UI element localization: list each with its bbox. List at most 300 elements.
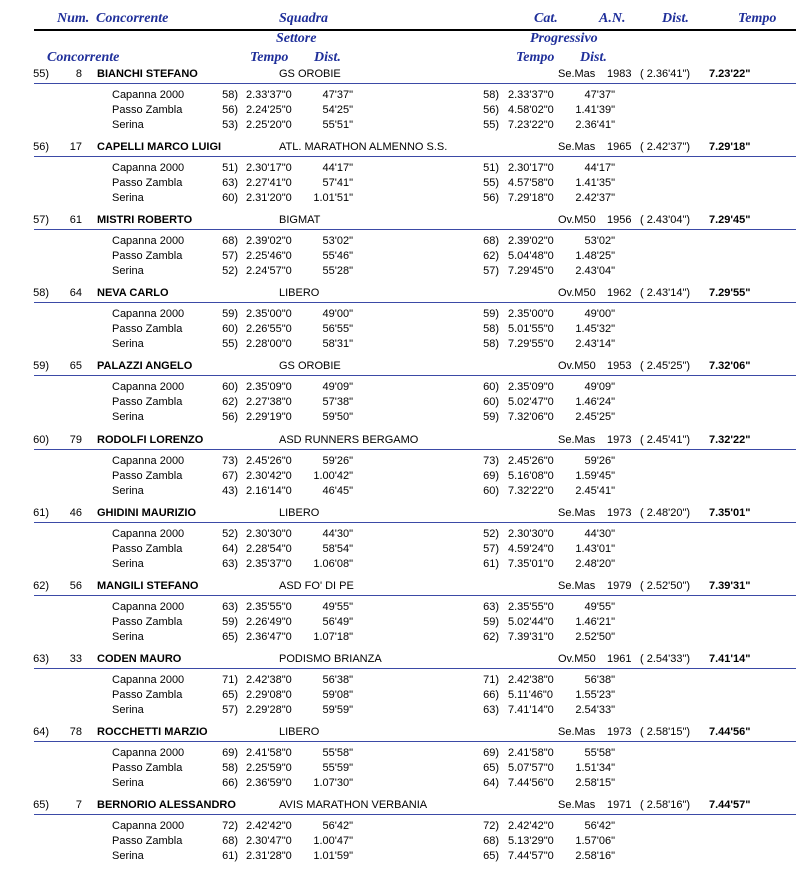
split-sector-dist: 1.07'30" [313, 776, 353, 789]
athlete-entry [0, 359, 796, 432]
split-row [0, 615, 796, 630]
athlete-position: 56) [33, 141, 49, 154]
split-progressive-position: 58) [483, 89, 499, 101]
athlete-bib-number: 78 [69, 725, 82, 738]
split-sector-dist: 49'09" [322, 381, 353, 394]
split-sector-dist: 46'45" [322, 484, 353, 497]
athlete-divider [34, 595, 796, 596]
athlete-divider [34, 156, 796, 157]
athlete-position: 58) [33, 287, 49, 300]
split-row [0, 380, 796, 395]
split-sector-position: 56) [222, 104, 238, 116]
athlete-main-row [0, 213, 796, 229]
athlete-birth-year: 1979 [607, 579, 632, 592]
split-sector-time: 2.16'14"0 [246, 484, 292, 497]
header-cat: Cat. [534, 11, 558, 26]
split-sector-dist: 1.01'59" [313, 850, 353, 862]
athlete-divider [34, 522, 796, 523]
athlete-birth-year: 1971 [607, 799, 632, 811]
athlete-gap: ( 2.48'20") [640, 506, 691, 519]
split-progressive-time: 2.42'38"0 [508, 673, 554, 686]
split-progressive-position: 57) [483, 265, 499, 278]
athlete-entry [0, 140, 796, 213]
split-progressive-position: 56) [483, 192, 499, 205]
split-progressive-position: 59) [483, 615, 499, 628]
split-progressive-position: 58) [483, 338, 499, 351]
split-row [0, 161, 796, 176]
athlete-name: CAPELLI MARCO LUIGI [97, 141, 222, 154]
split-checkpoint: Passo Zambla [112, 396, 183, 409]
split-progressive-time: 4.57'58"0 [508, 177, 554, 190]
athlete-total-time: 7.35'01" [709, 506, 751, 519]
split-sector-time: 2.24'57"0 [246, 265, 292, 278]
split-sector-position: 53) [222, 119, 238, 131]
split-progressive-dist: 2.45'25" [575, 411, 615, 424]
athlete-name: CODEN MAURO [97, 652, 182, 665]
split-checkpoint: Capanna 2000 [112, 600, 185, 613]
split-row [0, 600, 796, 615]
athlete-position: 60) [33, 433, 49, 446]
split-progressive-position: 60) [483, 396, 499, 409]
split-sector-dist: 58'54" [322, 542, 353, 555]
split-checkpoint: Capanna 2000 [112, 673, 185, 686]
split-row [0, 88, 796, 103]
athlete-gap: ( 2.58'16") [640, 799, 691, 811]
split-progressive-time: 7.39'31"0 [508, 630, 554, 643]
split-row [0, 761, 796, 776]
split-sector-time: 2.25'46"0 [246, 250, 292, 263]
athlete-position: 62) [33, 579, 49, 592]
split-sector-time: 2.29'08"0 [246, 688, 292, 701]
athlete-divider [34, 741, 796, 742]
athlete-divider [34, 83, 796, 84]
split-progressive-dist: 1.55'23" [575, 688, 615, 701]
split-sector-dist: 57'41" [322, 177, 353, 190]
athlete-total-time: 7.29'18" [709, 141, 751, 154]
split-progressive-dist: 2.45'41" [575, 484, 615, 497]
split-sector-position: 60) [222, 323, 238, 336]
athlete-main-row [0, 725, 796, 741]
split-progressive-time: 2.35'09"0 [508, 381, 554, 394]
split-progressive-position: 60) [483, 484, 499, 497]
split-progressive-time: 5.11'46"0 [508, 688, 553, 701]
split-sector-dist: 44'30" [322, 527, 353, 540]
split-progressive-dist: 2.42'37" [575, 192, 615, 205]
athlete-position: 65) [33, 799, 49, 811]
split-checkpoint: Serina [112, 338, 144, 351]
athlete-gap: ( 2.58'15") [640, 725, 691, 738]
split-sector-dist: 56'42" [322, 820, 353, 832]
split-row [0, 746, 796, 761]
split-checkpoint: Serina [112, 265, 144, 278]
split-sector-dist: 55'59" [322, 761, 353, 774]
split-checkpoint: Capanna 2000 [112, 746, 185, 759]
split-sector-dist: 47'37" [322, 89, 353, 101]
athlete-total-time: 7.32'22" [709, 433, 751, 446]
split-progressive-time: 7.35'01"0 [508, 557, 554, 570]
split-progressive-position: 60) [483, 381, 499, 394]
split-sector-dist: 59'08" [322, 688, 353, 701]
athlete-position: 64) [33, 725, 49, 738]
split-progressive-position: 65) [483, 850, 499, 862]
athlete-entry [0, 67, 796, 140]
athlete-birth-year: 1956 [607, 214, 632, 227]
split-sector-time: 2.45'26"0 [246, 454, 292, 467]
split-progressive-position: 65) [483, 761, 499, 774]
athlete-category: Se.Mas [558, 506, 596, 519]
athlete-entry [0, 433, 796, 506]
split-sector-time: 2.24'25"0 [246, 104, 292, 116]
split-row [0, 630, 796, 645]
split-progressive-dist: 2.48'20" [575, 557, 615, 570]
athlete-bib-number: 65 [69, 360, 82, 373]
split-row [0, 307, 796, 322]
athlete-name: PALAZZI ANGELO [97, 360, 193, 373]
athlete-divider [34, 229, 796, 230]
athlete-divider [34, 302, 796, 303]
split-progressive-time: 2.30'17"0 [508, 162, 554, 175]
split-progressive-time: 7.23'22"0 [508, 119, 554, 131]
split-sector-time: 2.25'59"0 [246, 761, 292, 774]
split-progressive-dist: 47'37" [584, 89, 615, 101]
athlete-birth-year: 1965 [607, 141, 632, 154]
athlete-bib-number: 33 [69, 652, 82, 665]
athlete-main-row [0, 286, 796, 302]
split-progressive-time: 2.39'02"0 [508, 235, 554, 248]
athlete-category: Se.Mas [558, 433, 596, 446]
split-progressive-dist: 1.46'24" [575, 396, 615, 409]
header-tempo: Tempo [738, 11, 777, 26]
split-sector-time: 2.26'49"0 [246, 615, 292, 628]
athlete-category: Ov.M50 [558, 652, 596, 665]
athlete-bib-number: 56 [69, 579, 82, 592]
split-sector-dist: 56'38" [322, 673, 353, 686]
split-checkpoint: Passo Zambla [112, 323, 183, 336]
athlete-team: LIBERO [279, 725, 320, 738]
split-progressive-time: 2.33'37"0 [508, 89, 554, 101]
split-progressive-time: 2.41'58"0 [508, 746, 554, 759]
athlete-main-row [0, 433, 796, 449]
athlete-birth-year: 1962 [607, 287, 632, 300]
athlete-team: GS OROBIE [279, 360, 341, 373]
split-progressive-dist: 1.43'01" [575, 542, 615, 555]
split-progressive-time: 5.16'08"0 [508, 469, 554, 482]
header-concorrente-sub: Concorrente [47, 50, 120, 65]
split-checkpoint: Serina [112, 192, 144, 205]
athlete-name: GHIDINI MAURIZIO [97, 506, 196, 519]
split-progressive-position: 56) [483, 104, 499, 116]
athlete-entry [0, 798, 796, 871]
split-progressive-dist: 1.57'06" [575, 835, 615, 847]
split-sector-dist: 55'51" [322, 119, 353, 131]
split-sector-position: 65) [222, 630, 238, 643]
split-sector-dist: 44'17" [322, 162, 353, 175]
athlete-name: MANGILI STEFANO [97, 579, 199, 592]
athlete-birth-year: 1953 [607, 360, 632, 373]
split-sector-position: 64) [222, 542, 238, 555]
split-row [0, 264, 796, 279]
split-row [0, 395, 796, 410]
split-checkpoint: Serina [112, 119, 144, 131]
split-progressive-dist: 56'42" [584, 820, 615, 832]
split-progressive-time: 7.32'22"0 [508, 484, 554, 497]
split-checkpoint: Serina [112, 557, 144, 570]
athlete-category: Ov.M50 [558, 360, 596, 373]
split-sector-position: 67) [222, 469, 238, 482]
split-sector-time: 2.35'00"0 [246, 308, 292, 321]
split-progressive-time: 5.01'55"0 [508, 323, 554, 336]
split-checkpoint: Passo Zambla [112, 469, 183, 482]
header-settore-dist: Dist. [314, 50, 341, 65]
split-sector-position: 72) [222, 820, 238, 832]
split-progressive-time: 7.44'56"0 [508, 776, 554, 789]
split-progressive-dist: 44'30" [584, 527, 615, 540]
split-row [0, 557, 796, 572]
athlete-team: BIGMAT [279, 214, 321, 227]
split-checkpoint: Capanna 2000 [112, 308, 185, 321]
split-sector-position: 63) [222, 600, 238, 613]
split-sector-position: 52) [222, 527, 238, 540]
split-row [0, 849, 796, 864]
split-checkpoint: Serina [112, 484, 144, 497]
split-sector-position: 43) [222, 484, 238, 497]
split-progressive-position: 72) [483, 820, 499, 832]
split-progressive-time: 7.29'55"0 [508, 338, 554, 351]
split-progressive-position: 61) [483, 557, 499, 570]
split-progressive-time: 7.29'45"0 [508, 265, 554, 278]
split-progressive-dist: 56'38" [584, 673, 615, 686]
split-progressive-position: 57) [483, 542, 499, 555]
split-sector-position: 60) [222, 192, 238, 205]
split-progressive-position: 52) [483, 527, 499, 540]
split-sector-position: 57) [222, 703, 238, 716]
header-progressivo: Progressivo [530, 31, 598, 46]
split-progressive-time: 5.02'44"0 [508, 615, 554, 628]
athlete-gap: ( 2.45'41") [640, 433, 691, 446]
split-checkpoint: Serina [112, 703, 144, 716]
split-checkpoint: Capanna 2000 [112, 454, 185, 467]
split-sector-dist: 56'49" [322, 615, 353, 628]
split-progressive-dist: 2.58'16" [575, 850, 615, 862]
athlete-category: Se.Mas [558, 141, 596, 154]
header-progressivo-tempo: Tempo [516, 50, 555, 65]
split-sector-position: 61) [222, 850, 238, 862]
athlete-gap: ( 2.54'33") [640, 652, 691, 665]
split-checkpoint: Capanna 2000 [112, 235, 185, 248]
split-checkpoint: Serina [112, 411, 144, 424]
athlete-bib-number: 61 [69, 214, 82, 227]
athlete-entry [0, 725, 796, 798]
split-row [0, 484, 796, 499]
split-row [0, 249, 796, 264]
split-sector-dist: 53'02" [322, 235, 353, 248]
split-progressive-position: 59) [483, 411, 499, 424]
split-progressive-position: 69) [483, 746, 499, 759]
split-row [0, 776, 796, 791]
split-sector-dist: 1.07'18" [313, 630, 353, 643]
split-progressive-dist: 1.46'21" [575, 615, 615, 628]
split-progressive-dist: 2.54'33" [575, 703, 615, 716]
split-progressive-dist: 1.41'35" [575, 177, 615, 190]
athlete-bib-number: 17 [69, 141, 82, 154]
split-progressive-dist: 1.41'39" [575, 104, 615, 116]
athlete-team: LIBERO [279, 506, 320, 519]
split-sector-dist: 59'59" [322, 703, 353, 716]
split-sector-position: 68) [222, 835, 238, 847]
split-sector-time: 2.30'17"0 [246, 162, 292, 175]
athlete-main-row [0, 579, 796, 595]
athlete-name: RODOLFI LORENZO [97, 433, 204, 446]
split-sector-position: 52) [222, 265, 238, 278]
split-row [0, 118, 796, 133]
split-sector-position: 58) [222, 761, 238, 774]
split-sector-position: 59) [222, 615, 238, 628]
split-checkpoint: Capanna 2000 [112, 381, 185, 394]
athlete-main-row [0, 506, 796, 522]
split-checkpoint: Passo Zambla [112, 615, 183, 628]
split-progressive-time: 7.29'18"0 [508, 192, 554, 205]
split-sector-position: 58) [222, 89, 238, 101]
split-sector-position: 65) [222, 688, 238, 701]
split-row [0, 103, 796, 118]
split-sector-time: 2.35'55"0 [246, 600, 292, 613]
split-progressive-time: 2.35'55"0 [508, 600, 554, 613]
athlete-team: AVIS MARATHON VERBANIA [279, 799, 428, 811]
split-sector-time: 2.26'55"0 [246, 323, 292, 336]
athlete-gap: ( 2.36'41") [640, 68, 691, 80]
header-concorrente: Concorrente [96, 11, 169, 26]
split-row [0, 688, 796, 703]
split-progressive-time: 2.30'30"0 [508, 527, 554, 540]
split-sector-position: 55) [222, 338, 238, 351]
split-sector-time: 2.30'47"0 [246, 835, 292, 847]
split-sector-dist: 1.00'47" [313, 835, 353, 847]
header-squadra: Squadra [279, 11, 329, 26]
split-checkpoint: Serina [112, 630, 144, 643]
split-progressive-time: 5.02'47"0 [508, 396, 554, 409]
athlete-birth-year: 1983 [607, 68, 632, 80]
split-row [0, 542, 796, 557]
split-checkpoint: Capanna 2000 [112, 162, 185, 175]
split-row [0, 819, 796, 834]
split-row [0, 176, 796, 191]
split-progressive-dist: 59'26" [584, 454, 615, 467]
split-sector-dist: 1.01'51" [313, 192, 353, 205]
split-sector-dist: 58'31" [322, 338, 353, 351]
athlete-name: BIANCHI STEFANO [97, 68, 198, 80]
split-progressive-position: 63) [483, 703, 499, 716]
split-row [0, 527, 796, 542]
split-sector-dist: 56'55" [322, 323, 353, 336]
split-row [0, 337, 796, 352]
split-sector-dist: 49'55" [322, 600, 353, 613]
split-row [0, 834, 796, 849]
split-sector-time: 2.28'00"0 [246, 338, 292, 351]
header-progressivo-dist: Dist. [580, 50, 607, 65]
split-sector-position: 71) [222, 673, 238, 686]
athlete-entry [0, 579, 796, 652]
split-sector-position: 57) [222, 250, 238, 263]
split-sector-position: 66) [222, 776, 238, 789]
athlete-category: Ov.M50 [558, 287, 596, 300]
split-progressive-position: 62) [483, 630, 499, 643]
split-progressive-position: 58) [483, 323, 499, 336]
split-sector-time: 2.41'58"0 [246, 746, 292, 759]
split-progressive-dist: 1.45'32" [575, 323, 615, 336]
athlete-total-time: 7.23'22" [709, 68, 751, 80]
split-sector-dist: 57'38" [322, 396, 353, 409]
split-progressive-dist: 53'02" [584, 235, 615, 248]
athlete-total-time: 7.44'57" [709, 799, 751, 811]
split-sector-dist: 55'46" [322, 250, 353, 263]
split-checkpoint: Capanna 2000 [112, 89, 185, 101]
split-progressive-time: 7.32'06"0 [508, 411, 554, 424]
split-checkpoint: Serina [112, 776, 144, 789]
split-sector-position: 68) [222, 235, 238, 248]
header-dist: Dist. [662, 11, 689, 26]
athlete-birth-year: 1973 [607, 725, 632, 738]
split-row [0, 703, 796, 718]
header-settore: Settore [276, 31, 317, 46]
split-sector-dist: 55'28" [322, 265, 353, 278]
split-sector-dist: 54'25" [322, 104, 353, 116]
split-progressive-time: 5.04'48"0 [508, 250, 554, 263]
athlete-main-row [0, 67, 796, 83]
split-progressive-dist: 49'55" [584, 600, 615, 613]
split-sector-time: 2.42'42"0 [246, 820, 292, 832]
split-progressive-position: 66) [483, 688, 499, 701]
split-sector-time: 2.39'02"0 [246, 235, 292, 248]
split-progressive-position: 59) [483, 308, 499, 321]
split-sector-time: 2.42'38"0 [246, 673, 292, 686]
athlete-team: PODISMO BRIANZA [279, 652, 382, 665]
split-checkpoint: Passo Zambla [112, 761, 183, 774]
split-progressive-dist: 1.48'25" [575, 250, 615, 263]
split-checkpoint: Passo Zambla [112, 542, 183, 555]
athlete-position: 61) [33, 506, 49, 519]
split-progressive-dist: 55'58" [584, 746, 615, 759]
athlete-team: GS OROBIE [279, 68, 341, 80]
split-sector-time: 2.29'19"0 [246, 411, 292, 424]
athlete-total-time: 7.29'45" [709, 214, 751, 227]
athlete-entry [0, 213, 796, 286]
split-progressive-time: 2.45'26"0 [508, 454, 554, 467]
split-row [0, 234, 796, 249]
split-checkpoint: Passo Zambla [112, 250, 183, 263]
athlete-bib-number: 8 [75, 68, 82, 80]
split-progressive-position: 55) [483, 177, 499, 190]
split-progressive-position: 62) [483, 250, 499, 263]
athlete-category: Se.Mas [558, 68, 596, 80]
split-progressive-dist: 44'17" [584, 162, 615, 175]
athlete-main-row [0, 359, 796, 375]
split-sector-dist: 1.06'08" [313, 557, 353, 570]
athlete-category: Se.Mas [558, 725, 596, 738]
athlete-team: LIBERO [279, 287, 320, 300]
split-sector-position: 62) [222, 396, 238, 409]
split-progressive-dist: 2.43'04" [575, 265, 615, 278]
split-checkpoint: Serina [112, 850, 144, 862]
split-progressive-dist: 1.51'34" [575, 761, 615, 774]
athlete-divider [34, 668, 796, 669]
split-progressive-time: 7.44'57"0 [508, 850, 554, 862]
athlete-team: ATL. MARATHON ALMENNO S.S. [279, 141, 448, 154]
split-row [0, 673, 796, 688]
athlete-main-row [0, 652, 796, 668]
athlete-total-time: 7.32'06" [709, 360, 751, 373]
split-progressive-position: 55) [483, 119, 499, 131]
split-sector-dist: 49'00" [322, 308, 353, 321]
